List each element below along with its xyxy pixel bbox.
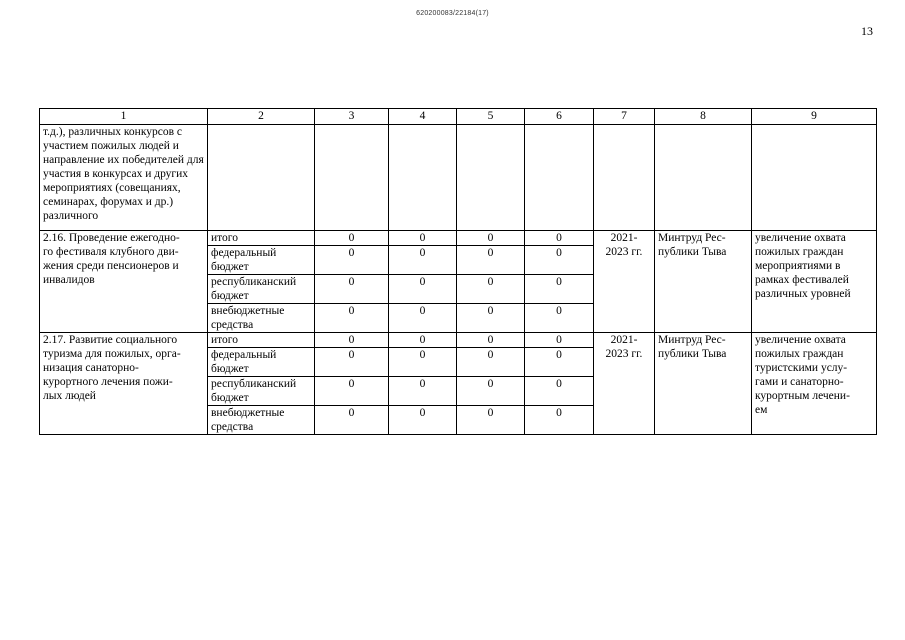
funding-source: республиканский бюджет: [208, 377, 315, 406]
value-cell: 0: [457, 377, 525, 406]
column-number: 9: [752, 109, 877, 125]
page-number: 13: [861, 24, 873, 38]
value-cell: 0: [457, 275, 525, 304]
continuation-text: т.д.), различных конкурсов с участием пожилых людей и направление их победителей для участия в конкурсах и других мероприятиях (совещаниях, семинарах, форумах и др.) различного: [40, 125, 208, 231]
value-cell: 0: [525, 304, 594, 333]
period-cell: 2021- 2023 гг.: [594, 333, 655, 435]
value-cell: 0: [315, 377, 389, 406]
measure-title: 2.16. Проведение ежегодно- го фестиваля клубного дви- жения среди пенсионеров и инвалидов: [40, 231, 208, 333]
value-cell: 0: [525, 231, 594, 246]
column-number: 8: [655, 109, 752, 125]
value-cell: 0: [457, 348, 525, 377]
value-cell: 0: [457, 406, 525, 435]
value-cell: 0: [525, 406, 594, 435]
result-cell: увеличение охвата пожилых граждан туристскими услу- гами и санаторно- курортным лечени- ем: [752, 333, 877, 435]
value-cell: 0: [525, 275, 594, 304]
funding-source: федеральный бюджет: [208, 348, 315, 377]
value-cell: 0: [525, 246, 594, 275]
funding-source: внебюджетные средства: [208, 406, 315, 435]
value-cell: 0: [389, 231, 457, 246]
period-cell: 2021- 2023 гг.: [594, 231, 655, 333]
executor-cell: Минтруд Рес- публики Тыва: [655, 333, 752, 435]
value-cell: 0: [389, 304, 457, 333]
value-cell: 0: [525, 333, 594, 348]
table-row: [40, 231, 877, 246]
column-number: 3: [315, 109, 389, 125]
value-cell: 0: [389, 275, 457, 304]
funding-source: внебюджетные средства: [208, 304, 315, 333]
column-number: 6: [525, 109, 594, 125]
value-cell: 0: [389, 406, 457, 435]
value-cell: 0: [457, 246, 525, 275]
value-cell: 0: [389, 333, 457, 348]
value-cell: 0: [315, 304, 389, 333]
value-cell: 0: [525, 348, 594, 377]
column-number: 4: [389, 109, 457, 125]
table-row: [40, 333, 877, 348]
value-cell: 0: [315, 348, 389, 377]
value-cell: 0: [315, 406, 389, 435]
funding-source: республиканский бюджет: [208, 275, 315, 304]
value-cell: 0: [389, 348, 457, 377]
funding-source: итого: [208, 231, 315, 246]
value-cell: 0: [315, 246, 389, 275]
column-number: 2: [208, 109, 315, 125]
value-cell: 0: [389, 377, 457, 406]
value-cell: 0: [315, 231, 389, 246]
column-number: 1: [40, 109, 208, 125]
column-number: 7: [594, 109, 655, 125]
column-number-row: [40, 109, 877, 125]
value-cell: 0: [457, 304, 525, 333]
value-cell: 0: [525, 377, 594, 406]
result-cell: увеличение охвата пожилых граждан мероприятиями в рамках фестивалей различных уровней: [752, 231, 877, 333]
column-number: 5: [457, 109, 525, 125]
continuation-row: [40, 125, 877, 231]
document-id: 620200083/22184(17): [416, 10, 489, 17]
executor-cell: Минтруд Рес- публики Тыва: [655, 231, 752, 333]
value-cell: 0: [389, 246, 457, 275]
program-table: [39, 108, 877, 435]
value-cell: 0: [315, 333, 389, 348]
measure-title: 2.17. Развитие социального туризма для пожилых, орга- низация санаторно- курортного лечения пожи- лых людей: [40, 333, 208, 435]
funding-source: федеральный бюджет: [208, 246, 315, 275]
funding-source: итого: [208, 333, 315, 348]
value-cell: 0: [457, 333, 525, 348]
value-cell: 0: [315, 275, 389, 304]
value-cell: 0: [457, 231, 525, 246]
